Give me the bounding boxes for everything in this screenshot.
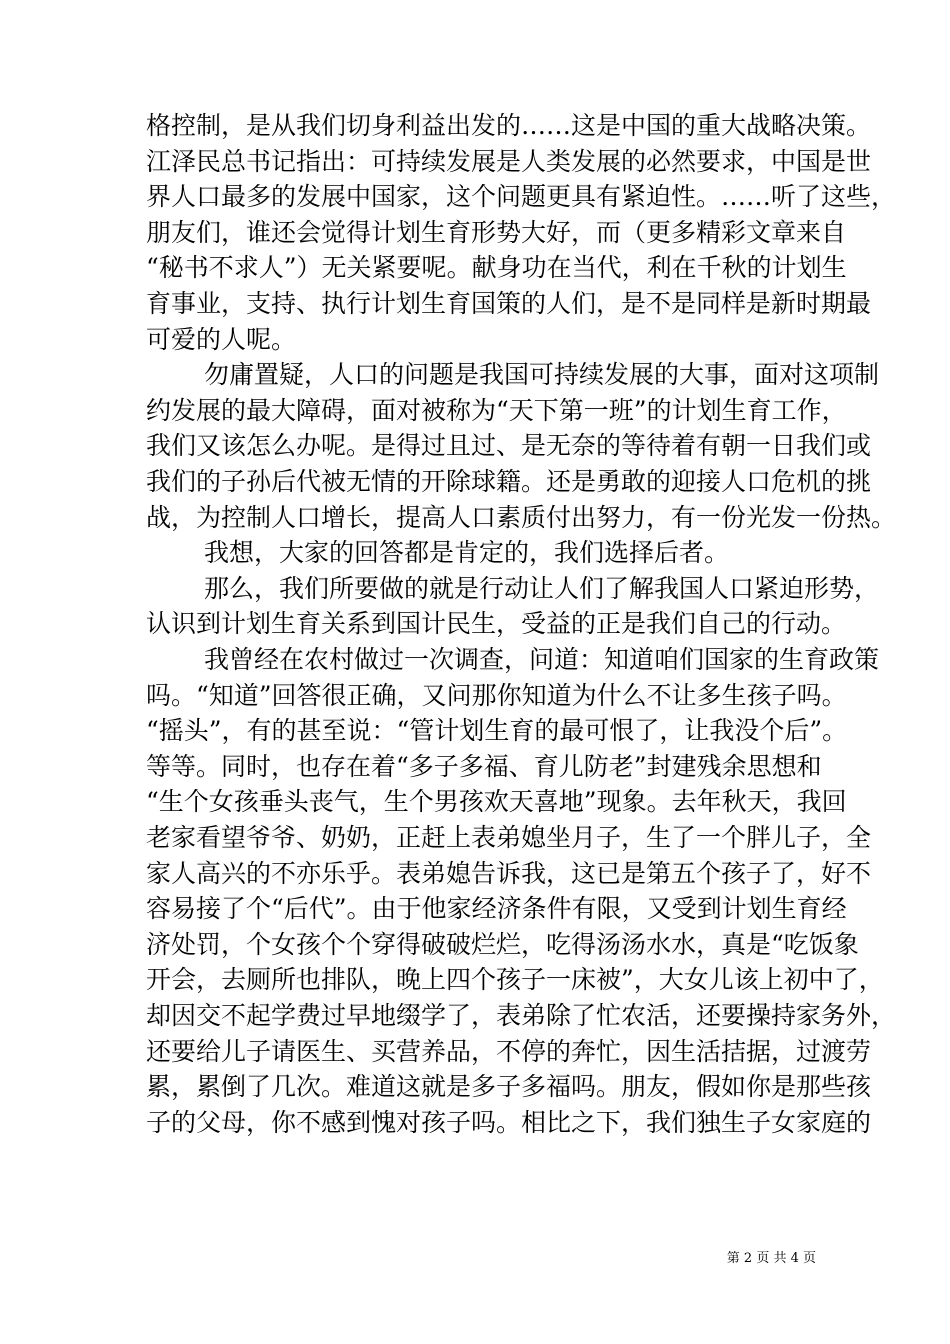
text-line: 认识到计划生育关系到国计民生，受益的正是我们自己的行动。	[146, 609, 847, 639]
text-line: 家人高兴的不亦乐乎。表弟媳告诉我，这已是第五个孩子了，好不	[146, 858, 872, 888]
text-line: 战，为控制人口增长，提高人口素质付出努力，有一份光发一份热。	[146, 502, 897, 532]
page-number-footer: 第 2 页 共 4 页	[726, 1251, 816, 1266]
text-line: 还要给儿子请医生、买营养品，不停的奔忙，因生活拮据，过渡劳	[146, 1036, 872, 1066]
text-line: 容易接了个“后代”。由于他家经济条件有限，又受到计划生育经	[146, 894, 847, 924]
text-line: 累，累倒了几次。难道这就是多子多福吗。朋友，假如你是那些孩	[146, 1072, 872, 1102]
text-line: 却因交不起学费过早地缀学了，表弟除了忙农活，还要操持家务外，	[146, 1001, 897, 1030]
text-line: 可爱的人呢。	[146, 324, 297, 354]
text-line: 我们又该怎么办呢。是得过且过、是无奈的等待着有朝一日我们或	[146, 431, 872, 461]
text-line: 勿庸置疑，人口的问题是我国可持续发展的大事，面对这项制	[204, 360, 880, 390]
text-line: 朋友们，谁还会觉得计划生育形势大好，而（更多精彩文章来自	[146, 217, 847, 247]
text-line: 我曾经在农村做过一次调查，问道：知道咱们国家的生育政策	[204, 645, 880, 674]
text-line: 界人口最多的发展中国家，这个问题更具有紧迫性。……听了这些，	[146, 182, 897, 212]
text-line: 吗。“知道”回答很正确，又问那你知道为什么不让多生孩子吗。	[146, 680, 847, 710]
text-line: “秘书不求人”）无关紧要呢。献身功在当代，利在千秋的计划生	[146, 253, 847, 283]
text-line: 育事业，支持、执行计划生育国策的人们，是不是同样是新时期最	[146, 289, 872, 318]
text-line: 格控制，是从我们切身利益出发的……这是中国的重大战略决策。	[146, 111, 872, 140]
text-line: 那么，我们所要做的就是行动让人们了解我国人口紧迫形势，	[204, 573, 880, 603]
text-line: “生个女孩垂头丧气，生个男孩欢天喜地”现象。去年秋天，我回	[146, 787, 847, 817]
text-line: 等等。同时，也存在着“多子多福、育儿防老”封建残余思想和	[146, 751, 822, 781]
text-line: 约发展的最大障碍，面对被称为“天下第一班”的计划生育工作，	[146, 395, 847, 425]
text-line: 我们的子孙后代被无情的开除球籍。还是勇敢的迎接人口危机的挑	[146, 467, 872, 496]
text-line: 子的父母，你不感到愧对孩子吗。相比之下，我们独生子女家庭的	[146, 1107, 872, 1137]
text-line: 开会，去厕所也排队，晚上四个孩子一床被”，大女儿该上初中了，	[146, 965, 884, 995]
text-line: 我想，大家的回答都是肯定的，我们选择后者。	[204, 538, 730, 568]
text-line: 江泽民总书记指出：可持续发展是人类发展的必然要求，中国是世	[146, 146, 872, 176]
text-line: 济处罚，个女孩个个穿得破破烂烂，吃得汤汤水水，真是“吃饭象	[146, 929, 859, 959]
text-line: “摇头”，有的甚至说：“管计划生育的最可恨了，让我没个后”。	[146, 716, 848, 746]
text-line: 老家看望爷爷、奶奶，正赶上表弟媳坐月子，生了一个胖儿子，全	[146, 823, 872, 852]
